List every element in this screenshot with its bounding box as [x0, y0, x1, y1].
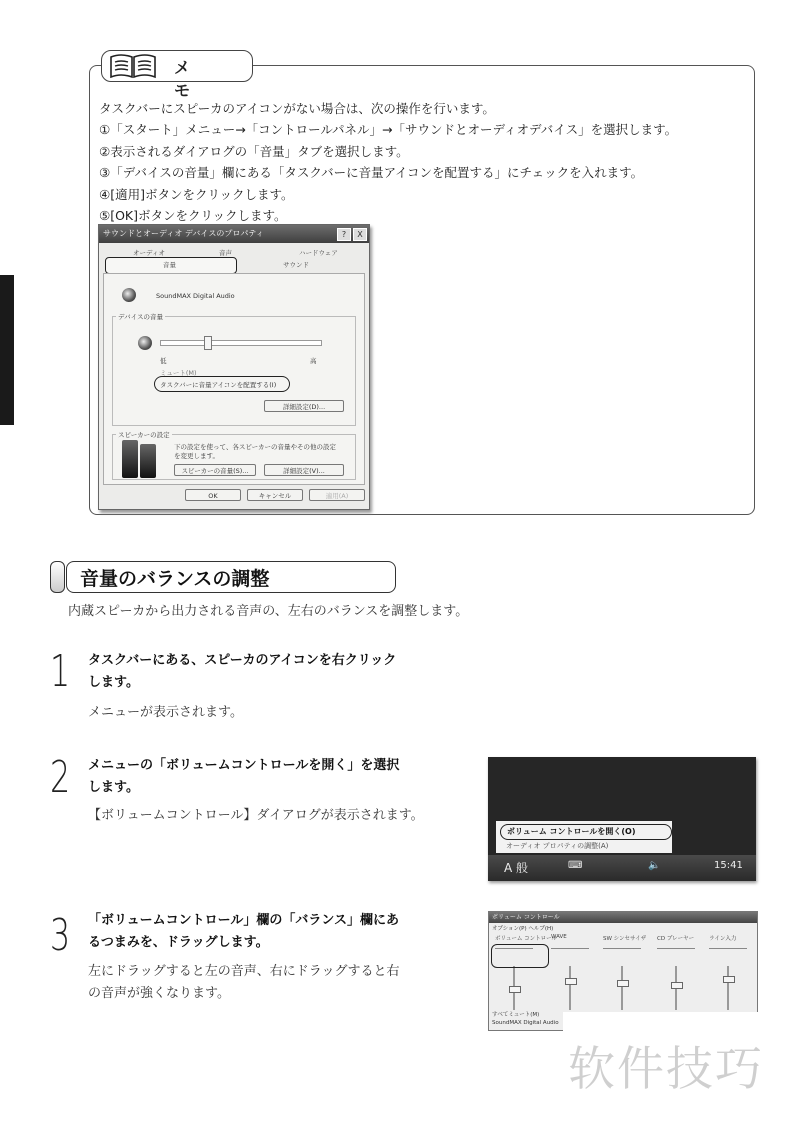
- volume-slider-thumb[interactable]: [617, 980, 629, 987]
- volume-control-menu[interactable]: オプション(P) ヘルプ(H): [492, 926, 554, 932]
- volume-control-titlebar: [489, 912, 757, 923]
- tab-volume[interactable]: 音量: [163, 261, 176, 269]
- close-button[interactable]: X: [353, 228, 367, 241]
- advanced-button-1[interactable]: 詳細設定(D)...: [264, 400, 344, 412]
- step-heading-line: るつまみを、ドラッグします。: [88, 935, 269, 950]
- step-description: [88, 961, 399, 1005]
- volume-tab-panel: [103, 273, 365, 485]
- volume-slider-thumb[interactable]: [204, 336, 212, 350]
- context-menu: [496, 821, 672, 853]
- wave-column: [549, 934, 593, 1016]
- memo-line: ④[適用]ボタンをクリックします。: [99, 186, 294, 202]
- low-label: 低: [160, 357, 167, 365]
- clock: 15:41: [714, 860, 743, 871]
- watermark-text: 软件技巧: [568, 1042, 764, 1097]
- dialog-titlebar: [99, 225, 369, 243]
- device-name: SoundMAX Digital Audio: [156, 292, 235, 300]
- speaker-left-icon: [122, 440, 138, 478]
- watermark: [563, 1012, 800, 1129]
- memo-line: ①「スタート」メニュー→「コントロールパネル」→「サウンドとオーディオデバイス」を選択します。: [99, 122, 678, 138]
- tab-hardware[interactable]: ハードウェア: [299, 249, 338, 257]
- step-number: 3: [50, 910, 71, 961]
- speaker-description-2: を変更します。: [174, 452, 219, 460]
- volume-slider[interactable]: [569, 966, 571, 1010]
- taskbar-screenshot: [488, 757, 756, 881]
- step-heading-line: タスクバーにある、スピーカのアイコンを右クリック: [88, 653, 397, 668]
- mute-all-checkbox[interactable]: すべてミュート(M): [492, 1012, 540, 1018]
- synth-column: [601, 934, 645, 1016]
- advanced-button-2[interactable]: 詳細設定(V)...: [264, 464, 344, 476]
- sound-properties-dialog: [98, 224, 370, 510]
- step-description: [88, 805, 424, 827]
- step-description-line: 左にドラッグすると左の音声、右にドラッグすると右: [88, 964, 400, 979]
- apply-button[interactable]: 適用(A): [309, 489, 365, 501]
- cd-column-label: CD プレーヤー: [657, 936, 695, 942]
- memo-text: [99, 98, 677, 226]
- step-description: [88, 702, 243, 724]
- synth-column-label: SW シンセサイザ: [603, 936, 647, 942]
- step-number: 1: [50, 646, 71, 697]
- help-button[interactable]: ?: [337, 228, 351, 241]
- step-description-line: の音声が強くなります。: [88, 986, 230, 1001]
- line-in-column-label: ライン入力: [709, 936, 737, 942]
- step-heading: [88, 910, 399, 954]
- chapter-tab-marker: [0, 275, 14, 425]
- balance-slider[interactable]: [657, 948, 695, 955]
- section-title: 音量のバランスの調整: [80, 568, 270, 590]
- volume-column-label: ボリューム コントロール: [495, 936, 557, 942]
- book-icon: [108, 53, 158, 79]
- volume-slider[interactable]: [675, 966, 677, 1010]
- line-in-column: [707, 934, 751, 1016]
- speaker-tray-icon[interactable]: 🔈: [648, 860, 661, 871]
- taskbar-icon-checkbox[interactable]: タスクバーに音量アイコンを配置する(I): [160, 381, 277, 389]
- balance-slider[interactable]: [603, 948, 641, 955]
- memo-line: ⑤[OK]ボタンをクリックします。: [99, 208, 287, 224]
- tab-voice[interactable]: 音声: [219, 249, 232, 257]
- step-description-line: 【ボリュームコントロール】ダイアログが表示されます。: [88, 808, 424, 823]
- cancel-button[interactable]: キャンセル: [247, 489, 303, 501]
- volume-slider-track[interactable]: [160, 340, 322, 346]
- memo-title: メ モ: [174, 58, 209, 100]
- speaker-right-icon: [140, 444, 156, 478]
- memo-line: ②表示されるダイアログの「音量」タブを選択します。: [99, 143, 409, 159]
- volume-control-title: ボリューム コントロール: [492, 914, 560, 921]
- volume-slider-thumb[interactable]: [671, 982, 683, 989]
- tab-sounds[interactable]: サウンド: [283, 261, 309, 269]
- ime-indicator[interactable]: A 般: [504, 861, 529, 875]
- cd-column: [655, 934, 699, 1016]
- section-pill-decoration: [50, 561, 65, 593]
- high-label: 高: [310, 357, 317, 365]
- tab-audio[interactable]: オーディオ: [133, 249, 165, 257]
- memo-line: ③「デバイスの音量」欄にある「タスクバーに音量アイコンを配置する」にチェックを入れます。: [99, 165, 644, 181]
- memo-line: タスクバーにスピーカのアイコンがない場合は、次の操作を行います。: [99, 101, 495, 116]
- keyboard-icon[interactable]: ⌨: [568, 860, 583, 871]
- step-number: 2: [50, 752, 71, 803]
- mute-checkbox[interactable]: ミュート(M): [160, 369, 197, 377]
- volume-speaker-icon: [138, 336, 152, 350]
- volume-slider-thumb[interactable]: [509, 986, 521, 993]
- volume-slider[interactable]: [727, 966, 729, 1010]
- wave-column-label: WAVE: [551, 934, 567, 940]
- taskbar: [488, 855, 756, 881]
- step-description-line: メニューが表示されます。: [88, 705, 243, 720]
- speaker-settings-label: スピーカーの設定: [118, 431, 170, 439]
- speaker-description-1: 下の設定を使って、各スピーカーの音量やその他の設定: [174, 443, 336, 451]
- step-heading-line: します。: [88, 780, 139, 795]
- balance-highlight: [491, 944, 549, 968]
- speaker-volume-button[interactable]: スピーカーの音量(S)...: [174, 464, 256, 476]
- open-volume-control-item[interactable]: ボリューム コントロールを開く(O): [500, 824, 672, 840]
- dialog-title: サウンドとオーディオ デバイスのプロパティ: [103, 229, 264, 238]
- ok-button[interactable]: OK: [185, 489, 241, 501]
- step-heading-line: メニューの「ボリュームコントロールを開く」を選択: [88, 758, 400, 773]
- device-label: SoundMAX Digital Audio: [492, 1020, 559, 1026]
- volume-slider-thumb[interactable]: [565, 978, 577, 985]
- balance-slider[interactable]: [709, 948, 747, 955]
- audio-properties-item[interactable]: オーディオ プロパティの調整(A): [506, 842, 609, 850]
- step-heading: [88, 755, 399, 799]
- volume-slider[interactable]: [513, 966, 515, 1010]
- speaker-icon: [122, 288, 136, 302]
- step-heading-line: します。: [88, 675, 139, 690]
- step-heading: [88, 650, 396, 694]
- step-heading-line: 「ボリュームコントロール」欄の「バランス」欄にあ: [88, 913, 399, 928]
- volume-slider-thumb[interactable]: [723, 976, 735, 983]
- section-subtitle: 内蔵スピーカから出力される音声の、左右のバランスを調整します。: [68, 604, 469, 619]
- tab-row-front: [99, 259, 369, 273]
- volume-slider[interactable]: [621, 966, 623, 1010]
- device-volume-label: デバイスの音量: [118, 313, 164, 321]
- balance-slider[interactable]: [551, 948, 589, 955]
- memo-label: [101, 50, 253, 100]
